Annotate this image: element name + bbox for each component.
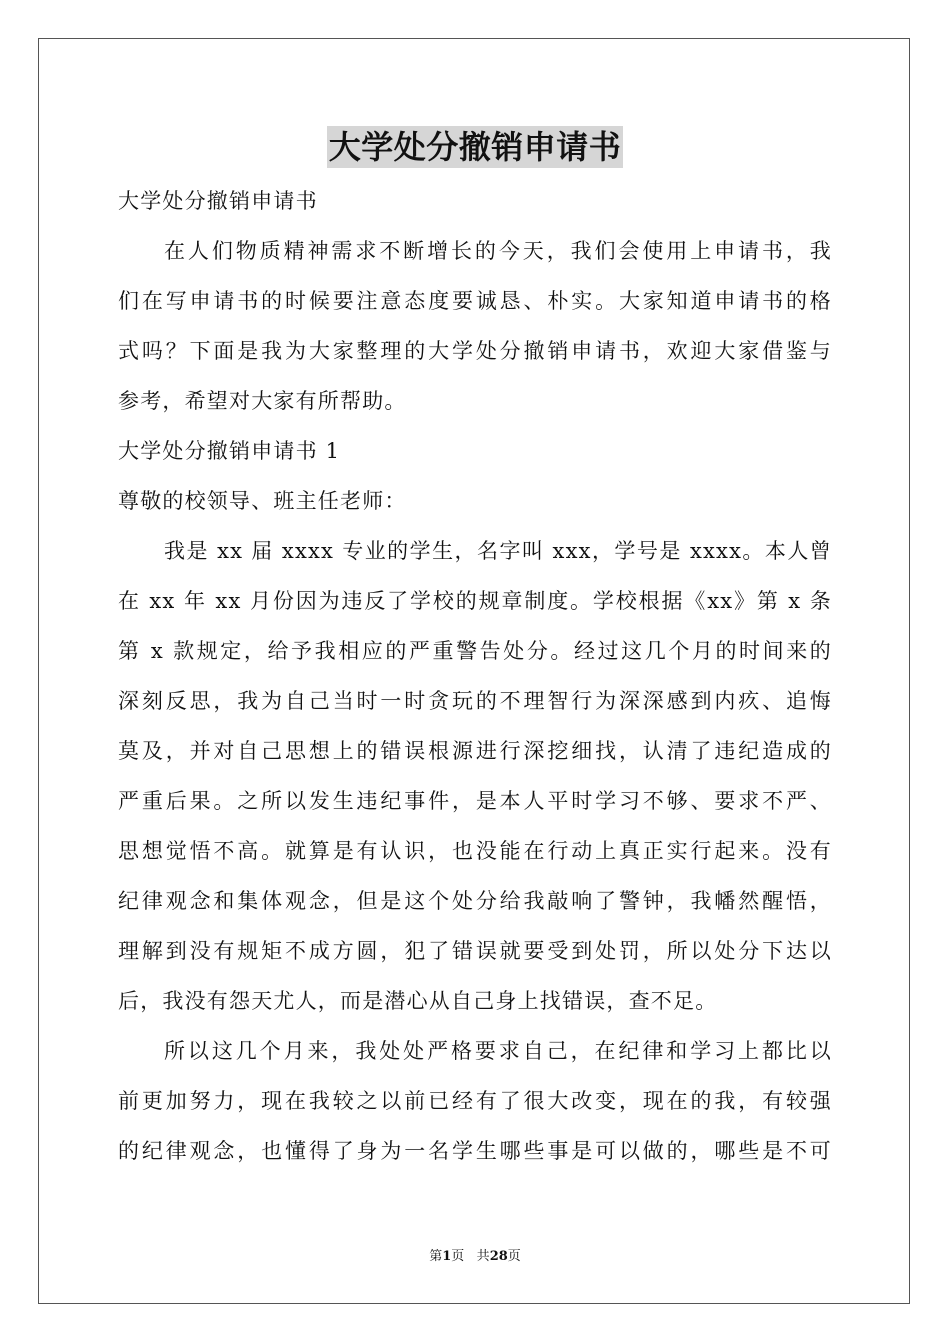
document-title: 大学处分撤销申请书 xyxy=(328,128,622,166)
title-container xyxy=(0,126,950,168)
body-line: 深刻反思，我为自己当时一时贪玩的不理智行为深深感到内疚、追悔 xyxy=(118,689,832,713)
body-line: 莫及，并对自己思想上的错误根源进行深挖细找，认清了违纪造成的 xyxy=(118,739,832,763)
total-prefix: 共 xyxy=(476,1249,490,1264)
body-line: 严重后果。之所以发生违纪事件，是本人平时学习不够、要求不严、 xyxy=(118,789,832,813)
total-suffix: 页 xyxy=(507,1249,521,1264)
body-line: 思想觉悟不高。就算是有认识，也没能在行动上真正实行起来。没有 xyxy=(118,839,832,863)
body-line: 第 x 款规定，给予我相应的严重警告处分。经过这几个月的时间来的 xyxy=(118,639,832,663)
intro-line: 在人们物质精神需求不断增长的今天，我们会使用上申请书，我 xyxy=(164,239,832,263)
section-heading: 大学处分撤销申请书 1 xyxy=(118,439,341,463)
body-line: 我是 xx 届 xxxx 专业的学生，名字叫 xxx，学号是 xxxx。本人曾 xyxy=(164,539,832,563)
intro-line: 参考，希望对大家有所帮助。 xyxy=(118,389,407,413)
body-line: 理解到没有规矩不成方圆，犯了错误就要受到处罚，所以处分下达以 xyxy=(118,939,832,963)
body-line: 在 xx 年 xx 月份因为违反了学校的规章制度。学校根据《xx》第 x 条 xyxy=(118,589,832,613)
document-body xyxy=(118,176,832,1176)
page-suffix: 页 xyxy=(451,1249,465,1264)
body-line: 后，我没有怨天尤人，而是潜心从自己身上找错误，查不足。 xyxy=(118,989,718,1013)
total-pages: 28 xyxy=(489,1249,508,1264)
body-line: 所以这几个月来，我处处严格要求自己，在纪律和学习上都比以 xyxy=(164,1039,832,1063)
body-line: 纪律观念和集体观念，但是这个处分给我敲响了警钟，我幡然醒悟， xyxy=(118,889,832,913)
page-footer xyxy=(0,1248,950,1266)
intro-line: 式吗？下面是我为大家整理的大学处分撤销申请书，欢迎大家借鉴与 xyxy=(118,339,832,363)
subtitle-line: 大学处分撤销申请书 xyxy=(118,189,318,213)
body-line: 的纪律观念，也懂得了身为一名学生哪些事是可以做的，哪些是不可 xyxy=(118,1139,832,1163)
page-number: 1 xyxy=(442,1249,452,1264)
intro-line: 们在写申请书的时候要注意态度要诚恳、朴实。大家知道申请书的格 xyxy=(118,289,832,313)
salutation-line: 尊敬的校领导、班主任老师： xyxy=(118,489,407,513)
page-prefix: 第 xyxy=(429,1249,443,1264)
body-line: 前更加努力，现在我较之以前已经有了很大改变，现在的我，有较强 xyxy=(118,1089,832,1113)
